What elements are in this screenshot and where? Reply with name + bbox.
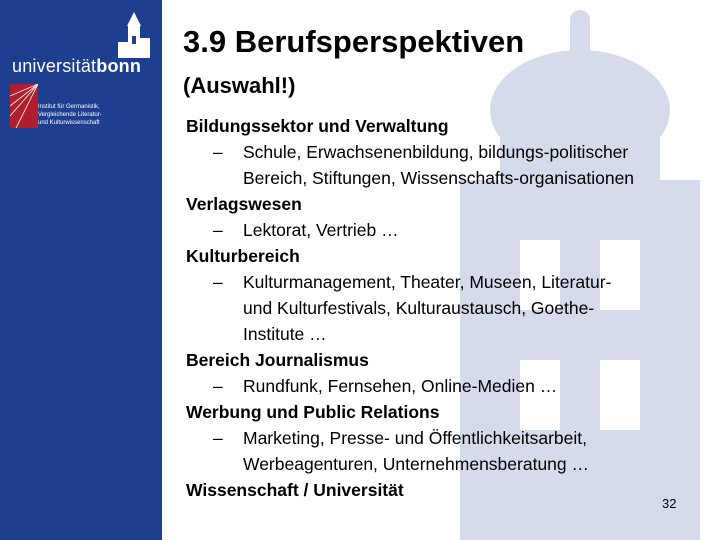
slide-title: 3.9 Berufsperspektiven [183, 24, 525, 59]
career-list [186, 113, 706, 503]
detail-line: Kulturmanagement, Theater, Museen, Literatur- [243, 272, 612, 292]
institute-logo-mark [10, 84, 38, 128]
dash-marker: – [213, 428, 223, 448]
detail-line: und Kulturfestivals, Kulturaustausch, Goethe- [243, 298, 595, 318]
section-heading: Kulturbereich [186, 246, 300, 266]
detail-line: Marketing, Presse- und Öffentlichkeitsarbeit, [243, 428, 588, 448]
detail-line: Bereich, Stiftungen, Wissenschafts-organisationen [243, 168, 635, 188]
section-detail [186, 139, 706, 165]
section-detail [186, 165, 706, 191]
sidebar [0, 0, 162, 540]
dash-marker: – [213, 272, 223, 292]
institute-rays-icon [10, 84, 38, 128]
institute-name: Institut für Germanistik, Vergleichende Literatur- und Kulturwissenschaft [38, 104, 102, 126]
section-detail [186, 269, 706, 295]
detail-line: Lektorat, Vertrieb … [243, 220, 399, 240]
tower-icon [118, 12, 150, 58]
detail-line: Werbeagenturen, Unternehmensberatung … [243, 454, 590, 474]
section-heading: Verlagswesen [186, 194, 302, 214]
page-number: 32 [662, 496, 677, 511]
section-heading: Bildungssektor und Verwaltung [186, 116, 449, 136]
section-detail [186, 321, 706, 347]
section-heading: Wissenschaft / Universität [186, 480, 404, 500]
university-wordmark: universitätbonn [12, 56, 142, 76]
dash-marker: – [213, 220, 223, 240]
section-detail [186, 451, 706, 477]
dash-marker: – [213, 376, 223, 396]
university-logo [8, 12, 158, 76]
section-detail [186, 295, 706, 321]
section-heading: Werbung und Public Relations [186, 402, 440, 422]
detail-line: Institute … [243, 324, 327, 344]
dash-marker: – [213, 142, 223, 162]
slide-subtitle: (Auswahl!) [183, 73, 296, 98]
section-detail [186, 217, 706, 243]
section-detail [186, 373, 706, 399]
section-heading: Bereich Journalismus [186, 350, 369, 370]
detail-line: Schule, Erwachsenenbildung, bildungs-politischer [243, 142, 629, 162]
detail-line: Rundfunk, Fernsehen, Online-Medien … [243, 376, 558, 396]
section-detail [186, 425, 706, 451]
